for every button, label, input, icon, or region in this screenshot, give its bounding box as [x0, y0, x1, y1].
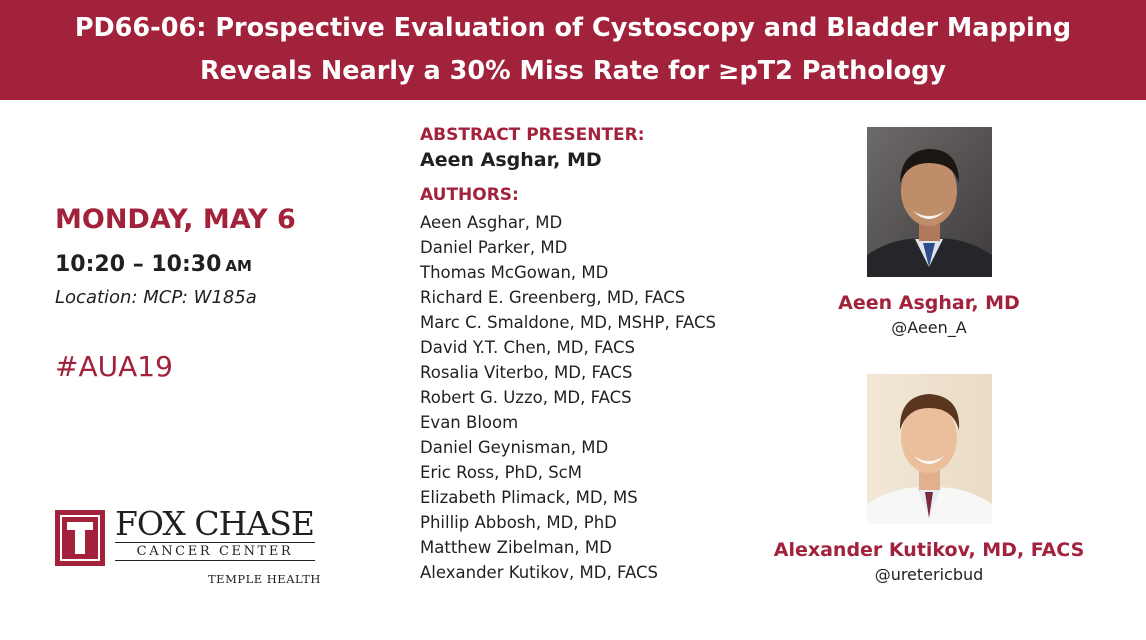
person-handle[interactable]: @uretericbud — [874, 565, 984, 584]
person-name: Alexander Kutikov, MD, FACS — [773, 539, 1085, 561]
title-line-2: Reveals Nearly a 30% Miss Rate for ≥pT2 Pathology — [200, 56, 946, 86]
author-item: Alexander Kutikov, MD, FACS — [420, 563, 658, 582]
authors-label: AUTHORS: — [420, 185, 519, 205]
person-name: Aeen Asghar, MD — [838, 292, 1020, 314]
session-location: Location: MCP: W185a — [55, 287, 257, 308]
author-item: Eric Ross, PhD, ScM — [420, 463, 582, 482]
person-handle[interactable]: @Aeen_A — [891, 318, 967, 337]
author-item: Robert G. Uzzo, MD, FACS — [420, 388, 632, 407]
author-item: Elizabeth Plimack, MD, MS — [420, 488, 638, 507]
author-item: Evan Bloom — [420, 413, 519, 432]
fox-chase-logo — [55, 504, 325, 590]
presenter-label: ABSTRACT PRESENTER: — [420, 125, 645, 145]
author-item: Thomas McGowan, MD — [420, 263, 609, 282]
headshot-photo-kutikov — [867, 374, 992, 524]
title-banner — [0, 0, 1146, 100]
author-item: Marc C. Smaldone, MD, MSHP, FACS — [420, 313, 716, 332]
temple-t-icon — [55, 510, 105, 566]
session-time — [55, 252, 385, 277]
title-line-1: PD66-06: Prospective Evaluation of Cystoscopy and Bladder Mapping — [74, 13, 1072, 43]
author-item: Rosalia Viterbo, MD, FACS — [420, 363, 633, 382]
session-time-range: 10:20 – 10:30 — [55, 252, 222, 277]
presenter-name: Aeen Asghar, MD — [420, 149, 602, 171]
author-item: Matthew Zibelman, MD — [420, 538, 612, 557]
author-item: Aeen Asghar, MD — [420, 213, 563, 232]
author-item: Daniel Geynisman, MD — [420, 438, 609, 457]
session-day: MONDAY, MAY 6 — [55, 204, 296, 235]
session-info — [55, 200, 385, 383]
presenter-card-kutikov — [754, 374, 1104, 584]
author-item: David Y.T. Chen, MD, FACS — [420, 338, 635, 357]
author-item: Phillip Abbosh, MD, PhD — [420, 513, 617, 532]
author-item: Richard E. Greenberg, MD, FACS — [420, 288, 686, 307]
hashtag: #AUA19 — [55, 350, 173, 383]
logo-tagline: TEMPLE HEALTH — [208, 572, 321, 586]
headshot-photo-asghar — [867, 127, 992, 277]
presenter-card-asghar — [829, 127, 1029, 337]
logo-subtitle: CANCER CENTER — [115, 542, 315, 561]
session-ampm: AM — [225, 257, 252, 275]
author-item: Daniel Parker, MD — [420, 238, 568, 257]
logo-name: FOX CHASE — [115, 504, 314, 543]
